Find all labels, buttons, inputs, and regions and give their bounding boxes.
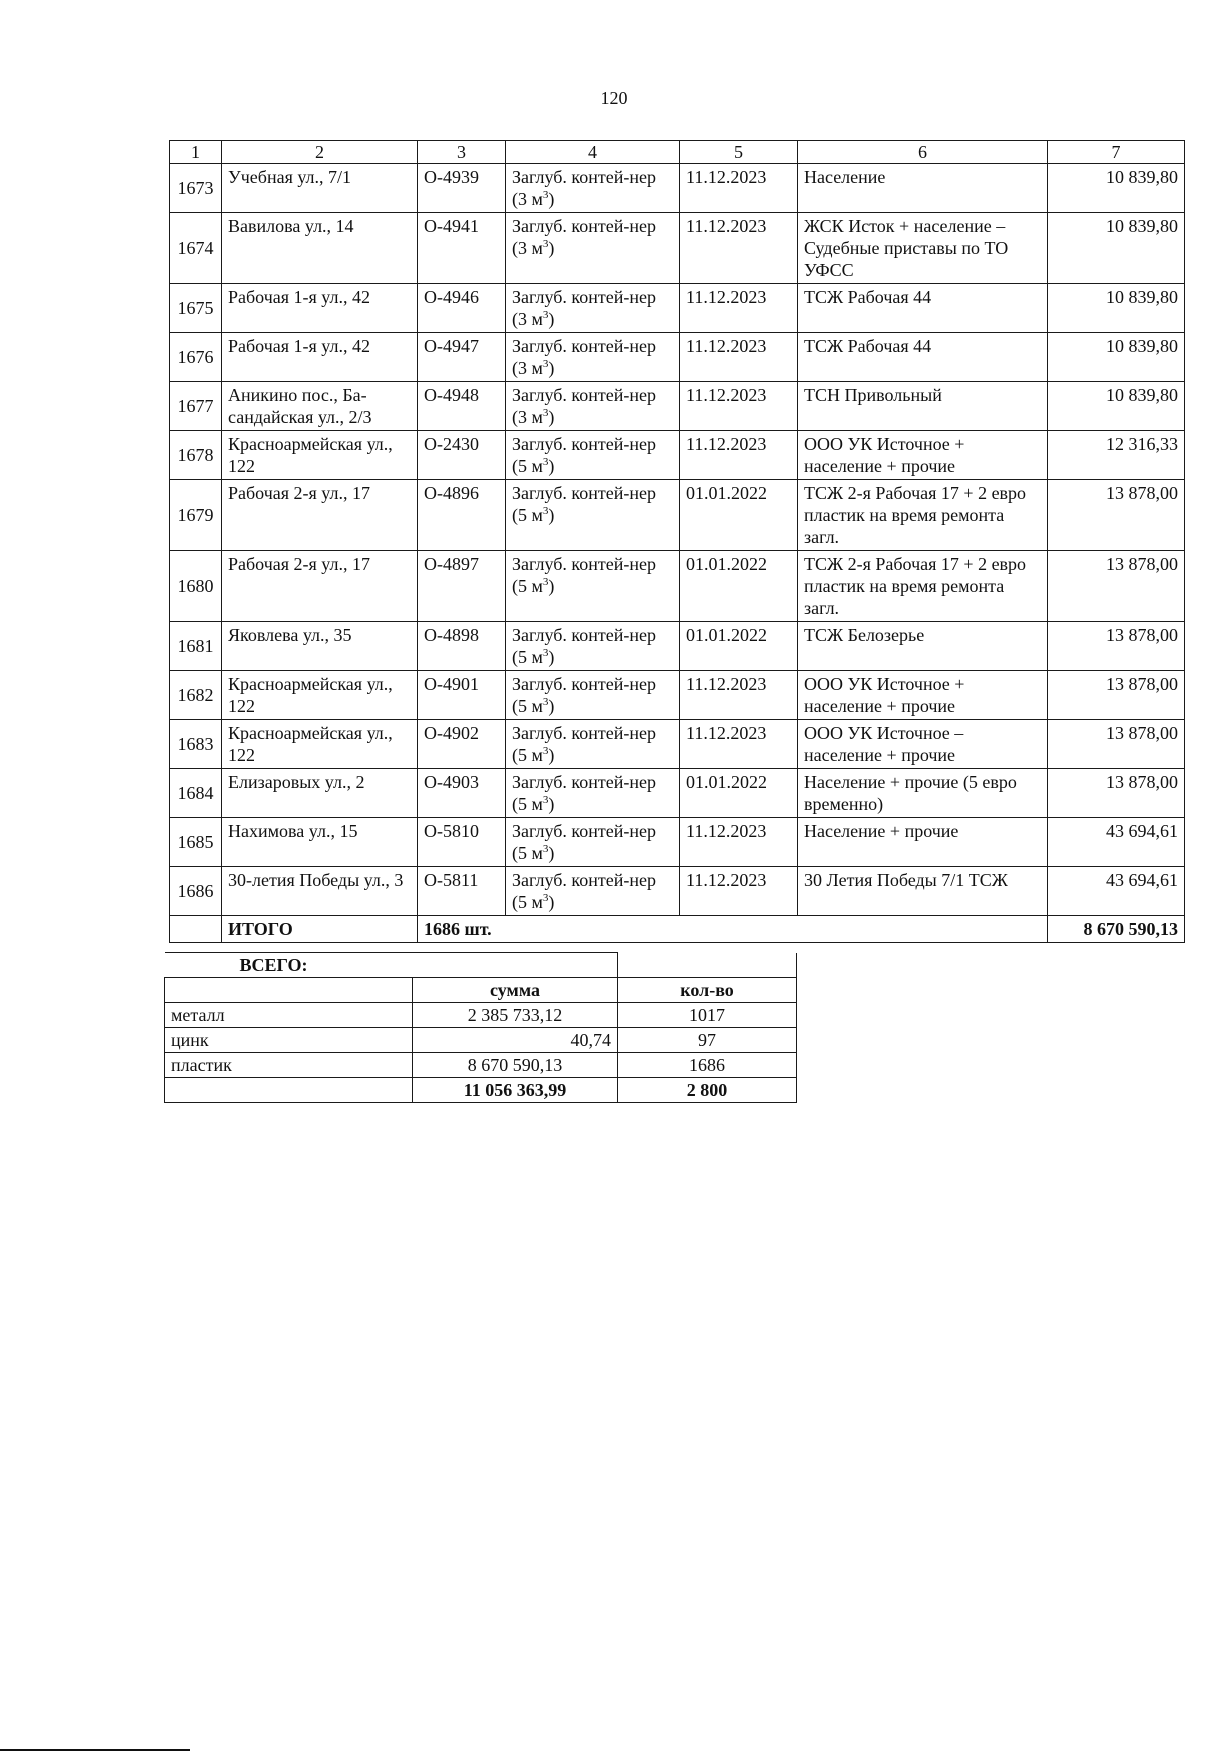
summary-header-blank [165, 978, 413, 1003]
address-cell: 30-летия Победы ул., 3 [222, 867, 418, 916]
summary-table [164, 952, 797, 1103]
date-cell: 11.12.2023 [680, 671, 798, 720]
date-cell: 01.01.2022 [680, 551, 798, 622]
address-cell: Красноармейская ул., 122 [222, 720, 418, 769]
row-number: 1678 [170, 431, 222, 480]
date-cell: 01.01.2022 [680, 480, 798, 551]
container-type-cell [506, 720, 680, 769]
amount-cell: 10 839,80 [1048, 284, 1185, 333]
amount-cell: 43 694,61 [1048, 867, 1185, 916]
row-number: 1675 [170, 284, 222, 333]
bottom-rule [0, 1749, 190, 1751]
container-type-close: ) [548, 794, 555, 814]
container-type-cell [506, 382, 680, 431]
date-cell: 11.12.2023 [680, 867, 798, 916]
code-cell: О-4902 [418, 720, 506, 769]
address-cell: Рабочая 1-я ул., 42 [222, 333, 418, 382]
code-cell: О-4941 [418, 213, 506, 284]
owner-cell: ТСЖ 2-я Рабочая 17 + 2 евро пластик на время ремонта загл. [798, 551, 1048, 622]
container-type-cell [506, 431, 680, 480]
page-number: 120 [600, 88, 628, 108]
containers-table [169, 140, 1185, 943]
container-unit-superscript: 3 [542, 745, 549, 757]
container-type-text: Заглуб. контей-нер (5 м [512, 434, 656, 476]
address-cell: Рабочая 1-я ул., 42 [222, 284, 418, 333]
owner-cell: ТСН Привольный [798, 382, 1048, 431]
row-number: 1679 [170, 480, 222, 551]
summary-label: цинк [165, 1028, 413, 1053]
table-row [170, 333, 1185, 382]
table-row [170, 480, 1185, 551]
container-unit-superscript: 3 [542, 505, 549, 517]
date-cell: 11.12.2023 [680, 333, 798, 382]
table-row [170, 769, 1185, 818]
amount-cell: 13 878,00 [1048, 622, 1185, 671]
owner-cell: ЖСК Исток + население – Судебные приставы по ТО УФСС [798, 213, 1048, 284]
table-row [170, 284, 1185, 333]
container-type-close: ) [548, 892, 555, 912]
address-cell: Рабочая 2-я ул., 17 [222, 480, 418, 551]
container-type-cell [506, 622, 680, 671]
address-cell: Аникино пос., Ба-сандайская ул., 2/3 [222, 382, 418, 431]
summary-title: ВСЕГО: [165, 953, 618, 978]
container-type-cell [506, 284, 680, 333]
amount-cell: 10 839,80 [1048, 333, 1185, 382]
row-number: 1677 [170, 382, 222, 431]
container-type-close: ) [548, 576, 555, 596]
row-number: 1673 [170, 164, 222, 213]
date-cell: 11.12.2023 [680, 164, 798, 213]
row-number: 1683 [170, 720, 222, 769]
container-type-text: Заглуб. контей-нер (3 м [512, 287, 656, 329]
container-unit-superscript: 3 [542, 407, 549, 419]
container-type-cell [506, 213, 680, 284]
summary-row [165, 1053, 797, 1078]
total-blank [170, 916, 222, 943]
amount-cell: 43 694,61 [1048, 818, 1185, 867]
container-type-text: Заглуб. контей-нер (3 м [512, 336, 656, 378]
table-row [170, 551, 1185, 622]
amount-cell: 10 839,80 [1048, 382, 1185, 431]
container-type-cell [506, 671, 680, 720]
date-cell: 11.12.2023 [680, 284, 798, 333]
code-cell: О-4948 [418, 382, 506, 431]
amount-cell: 13 878,00 [1048, 769, 1185, 818]
code-cell: О-4896 [418, 480, 506, 551]
owner-cell: ТСЖ Рабочая 44 [798, 284, 1048, 333]
total-row [170, 916, 1185, 943]
date-cell: 01.01.2022 [680, 769, 798, 818]
container-unit-superscript: 3 [542, 696, 549, 708]
container-type-cell [506, 333, 680, 382]
date-cell: 11.12.2023 [680, 213, 798, 284]
code-cell: О-4947 [418, 333, 506, 382]
summary-sum: 40,74 [413, 1028, 618, 1053]
summary-label: пластик [165, 1053, 413, 1078]
address-cell: Нахимова ул., 15 [222, 818, 418, 867]
amount-cell: 10 839,80 [1048, 164, 1185, 213]
container-type-text: Заглуб. контей-нер (5 м [512, 554, 656, 596]
date-cell: 11.12.2023 [680, 720, 798, 769]
code-cell: О-4898 [418, 622, 506, 671]
column-number: 4 [506, 141, 680, 164]
summary-header-row [165, 978, 797, 1003]
summary-label: металл [165, 1003, 413, 1028]
container-unit-superscript: 3 [542, 309, 549, 321]
summary-grand-blank [165, 1078, 413, 1103]
row-number: 1680 [170, 551, 222, 622]
container-type-close: ) [548, 696, 555, 716]
container-type-close: ) [548, 407, 555, 427]
container-type-text: Заглуб. контей-нер (3 м [512, 385, 656, 427]
summary-header-sum: сумма [413, 978, 618, 1003]
amount-cell: 13 878,00 [1048, 720, 1185, 769]
container-unit-superscript: 3 [542, 892, 549, 904]
column-number: 2 [222, 141, 418, 164]
summary-count: 1686 [618, 1053, 797, 1078]
amount-cell: 12 316,33 [1048, 431, 1185, 480]
row-number: 1684 [170, 769, 222, 818]
container-type-text: Заглуб. контей-нер (3 м [512, 216, 656, 258]
container-unit-superscript: 3 [542, 794, 549, 806]
summary-row [165, 1003, 797, 1028]
container-unit-superscript: 3 [542, 647, 549, 659]
address-cell: Яковлева ул., 35 [222, 622, 418, 671]
container-type-cell [506, 818, 680, 867]
row-number: 1685 [170, 818, 222, 867]
container-type-text: Заглуб. контей-нер (3 м [512, 167, 656, 209]
container-type-close: ) [548, 238, 555, 258]
code-cell: О-4946 [418, 284, 506, 333]
table-row [170, 431, 1185, 480]
container-type-text: Заглуб. контей-нер (5 м [512, 723, 656, 765]
summary-header-count: кол-во [618, 978, 797, 1003]
container-type-text: Заглуб. контей-нер (5 м [512, 674, 656, 716]
column-number-row [170, 141, 1185, 164]
address-cell: Елизаровых ул., 2 [222, 769, 418, 818]
summary-grand-sum: 11 056 363,99 [413, 1078, 618, 1103]
date-cell: 11.12.2023 [680, 382, 798, 431]
total-label: ИТОГО [222, 916, 418, 943]
container-unit-superscript: 3 [542, 576, 549, 588]
summary-title-blank [618, 953, 797, 978]
code-cell: О-2430 [418, 431, 506, 480]
owner-cell: ТСЖ Рабочая 44 [798, 333, 1048, 382]
owner-cell: ТСЖ Белозерье [798, 622, 1048, 671]
code-cell: О-4901 [418, 671, 506, 720]
container-type-text: Заглуб. контей-нер (5 м [512, 772, 656, 814]
amount-cell: 13 878,00 [1048, 480, 1185, 551]
owner-cell: ООО УК Источное – население + прочие [798, 720, 1048, 769]
container-type-close: ) [548, 189, 555, 209]
address-cell: Рабочая 2-я ул., 17 [222, 551, 418, 622]
owner-cell: Население + прочие (5 евро временно) [798, 769, 1048, 818]
table-row [170, 867, 1185, 916]
date-cell: 11.12.2023 [680, 818, 798, 867]
container-type-close: ) [548, 647, 555, 667]
summary-grand-row [165, 1078, 797, 1103]
column-number: 5 [680, 141, 798, 164]
owner-cell: Население + прочие [798, 818, 1048, 867]
summary-row [165, 1028, 797, 1053]
row-number: 1682 [170, 671, 222, 720]
total-quantity: 1686 шт. [418, 916, 680, 943]
summary-count: 97 [618, 1028, 797, 1053]
container-unit-superscript: 3 [542, 358, 549, 370]
container-type-cell [506, 551, 680, 622]
container-type-close: ) [548, 745, 555, 765]
container-unit-superscript: 3 [542, 456, 549, 468]
code-cell: О-5810 [418, 818, 506, 867]
address-cell: Учебная ул., 7/1 [222, 164, 418, 213]
container-type-text: Заглуб. контей-нер (5 м [512, 870, 656, 912]
container-type-cell [506, 480, 680, 551]
container-type-text: Заглуб. контей-нер (5 м [512, 483, 656, 525]
column-number: 7 [1048, 141, 1185, 164]
row-number: 1681 [170, 622, 222, 671]
owner-cell: 30 Летия Победы 7/1 ТСЖ [798, 867, 1048, 916]
container-unit-superscript: 3 [542, 238, 549, 250]
column-number: 1 [170, 141, 222, 164]
row-number: 1674 [170, 213, 222, 284]
date-cell: 11.12.2023 [680, 431, 798, 480]
container-type-close: ) [548, 309, 555, 329]
column-number: 6 [798, 141, 1048, 164]
table-row [170, 720, 1185, 769]
owner-cell: ООО УК Источное + население + прочие [798, 431, 1048, 480]
summary-count: 1017 [618, 1003, 797, 1028]
container-type-close: ) [548, 358, 555, 378]
row-number: 1676 [170, 333, 222, 382]
table-row [170, 818, 1185, 867]
summary-sum: 8 670 590,13 [413, 1053, 618, 1078]
owner-cell: Население [798, 164, 1048, 213]
container-type-close: ) [548, 456, 555, 476]
amount-cell: 10 839,80 [1048, 213, 1185, 284]
address-cell: Красноармейская ул., 122 [222, 671, 418, 720]
code-cell: О-4903 [418, 769, 506, 818]
total-spacer [680, 916, 1048, 943]
container-type-close: ) [548, 843, 555, 863]
summary-grand-count: 2 800 [618, 1078, 797, 1103]
table-row [170, 382, 1185, 431]
row-number: 1686 [170, 867, 222, 916]
code-cell: О-4897 [418, 551, 506, 622]
owner-cell: ТСЖ 2-я Рабочая 17 + 2 евро пластик на время ремонта загл. [798, 480, 1048, 551]
table-row [170, 671, 1185, 720]
summary-sum: 2 385 733,12 [413, 1003, 618, 1028]
code-cell: О-5811 [418, 867, 506, 916]
address-cell: Красноармейская ул., 122 [222, 431, 418, 480]
total-amount: 8 670 590,13 [1048, 916, 1185, 943]
table-row [170, 213, 1185, 284]
container-type-text: Заглуб. контей-нер (5 м [512, 821, 656, 863]
address-cell: Вавилова ул., 14 [222, 213, 418, 284]
container-type-cell [506, 164, 680, 213]
container-unit-superscript: 3 [542, 189, 549, 201]
container-type-close: ) [548, 505, 555, 525]
container-unit-superscript: 3 [542, 843, 549, 855]
code-cell: О-4939 [418, 164, 506, 213]
container-type-cell [506, 769, 680, 818]
table-row [170, 622, 1185, 671]
column-number: 3 [418, 141, 506, 164]
table-row [170, 164, 1185, 213]
container-type-cell [506, 867, 680, 916]
amount-cell: 13 878,00 [1048, 671, 1185, 720]
container-type-text: Заглуб. контей-нер (5 м [512, 625, 656, 667]
summary-title-row [165, 953, 797, 978]
owner-cell: ООО УК Источное + население + прочие [798, 671, 1048, 720]
amount-cell: 13 878,00 [1048, 551, 1185, 622]
date-cell: 01.01.2022 [680, 622, 798, 671]
